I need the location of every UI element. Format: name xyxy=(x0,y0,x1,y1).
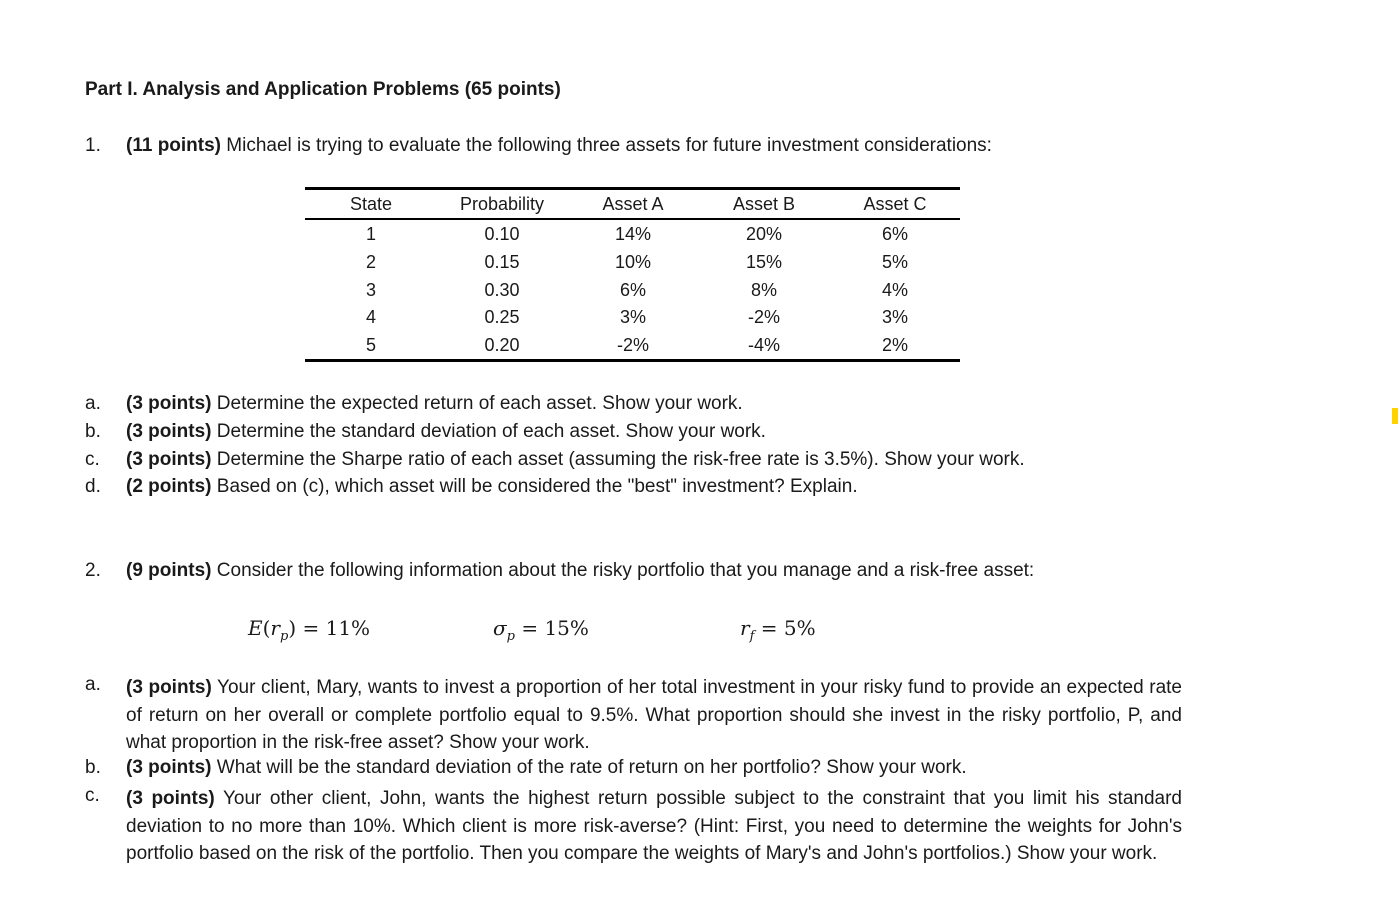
table-cell: -4% xyxy=(747,335,780,355)
table-cell: 4% xyxy=(881,280,908,300)
table-cell: 5% xyxy=(881,252,908,272)
table-cell: -2% xyxy=(747,307,780,327)
q1-number: 1. xyxy=(85,135,101,156)
formula-sigma: $\sigma_p = 15\%$ xyxy=(493,616,589,644)
q1-text: Michael is trying to evaluate the following three assets for future investment considerations: xyxy=(221,135,992,156)
q1c-letter: c. xyxy=(85,449,100,470)
q2-text: Consider the following information about the risky portfolio that you manage and a risk-free asset: xyxy=(211,560,1035,581)
section-heading: Part I. Analysis and Application Problems (65 points) xyxy=(85,79,561,100)
header-asset-b: Asset B xyxy=(732,194,796,214)
q2c-letter: c. xyxy=(85,785,100,806)
q1-points: (11 points) xyxy=(126,135,222,156)
table-cell: 10% xyxy=(614,252,652,272)
table-cell: 6% xyxy=(619,280,646,300)
q2-number: 2. xyxy=(85,560,101,581)
q1c-text: (3 points) Determine the Sharpe ratio of each asset (assuming the risk-free rate is 3.5%). Show your work. xyxy=(126,449,1025,470)
table-cell: 0.25 xyxy=(484,307,520,327)
table-cell: 2% xyxy=(881,335,908,355)
table-cell: 3% xyxy=(881,307,908,327)
table-cell: 0.10 xyxy=(484,224,520,244)
table-header-rule xyxy=(305,218,960,220)
table-cell: 0.20 xyxy=(484,335,520,355)
scroll-marker xyxy=(1392,408,1398,424)
table-cell: 6% xyxy=(881,224,908,244)
q1b-letter: b. xyxy=(85,421,101,442)
q2-points: (9 points) xyxy=(126,560,212,581)
header-state: State xyxy=(349,194,393,214)
table-cell: 5 xyxy=(365,335,376,355)
table-cell: 1 xyxy=(365,224,376,244)
q2b-text: (3 points) What will be the standard deviation of the rate of return on her portfolio? Show your work. xyxy=(126,757,967,778)
q1-prompt xyxy=(126,135,992,157)
header-asset-a: Asset A xyxy=(602,194,664,214)
q1d-letter: d. xyxy=(85,476,101,497)
header-probability: Probability xyxy=(459,194,545,214)
table-cell: 2 xyxy=(365,252,376,272)
table-cell: 0.30 xyxy=(484,280,520,300)
table-cell: 3 xyxy=(365,280,376,300)
formula-risk-free: $r_f = 5\%$ xyxy=(740,616,816,644)
q2-prompt xyxy=(126,560,1034,582)
q2c-text: (3 points) Your other client, John, wants the highest return possible subject to the constraint that you limit his standard deviation to no more than 10%. Which client is more risk-averse? (Hint: First, you need to determine the weights for John's portfolio based on the risk of the portfolio. Then you compare the weights of Mary's and John's portfolios.) Show your work. xyxy=(126,788,1182,865)
table-top-rule xyxy=(305,187,960,190)
table-cell: 0.15 xyxy=(484,252,520,272)
table-cell: 20% xyxy=(745,224,783,244)
q1a-letter: a. xyxy=(85,393,101,414)
table-bottom-rule xyxy=(305,359,960,362)
header-asset-c: Asset C xyxy=(863,194,927,214)
table-cell: 3% xyxy=(619,307,646,327)
q1b-text: (3 points) Determine the standard deviation of each asset. Show your work. xyxy=(126,421,766,442)
q1a-text: (3 points) Determine the expected return of each asset. Show your work. xyxy=(126,393,743,414)
formula-expected-return: $E(r_p) = 11\%$ xyxy=(248,616,371,644)
q2a-text: (3 points) Your client, Mary, wants to invest a proportion of her total investment in your risky fund to provide an expected rate of return on her overall or complete portfolio equal to 9.5%. What proportion should she invest in the risky portfolio, P, and what proportion in the risk-free asset? Show your work. xyxy=(126,677,1182,754)
q1d-text: (2 points) Based on (c), which asset will be considered the "best" investment? Explain. xyxy=(126,476,858,497)
table-cell: 14% xyxy=(614,224,652,244)
q2b-letter: b. xyxy=(85,757,101,778)
table-cell: -2% xyxy=(616,335,649,355)
table-cell: 15% xyxy=(745,252,783,272)
q2a-letter: a. xyxy=(85,674,101,695)
table-cell: 8% xyxy=(750,280,777,300)
table-cell: 4 xyxy=(365,307,376,327)
